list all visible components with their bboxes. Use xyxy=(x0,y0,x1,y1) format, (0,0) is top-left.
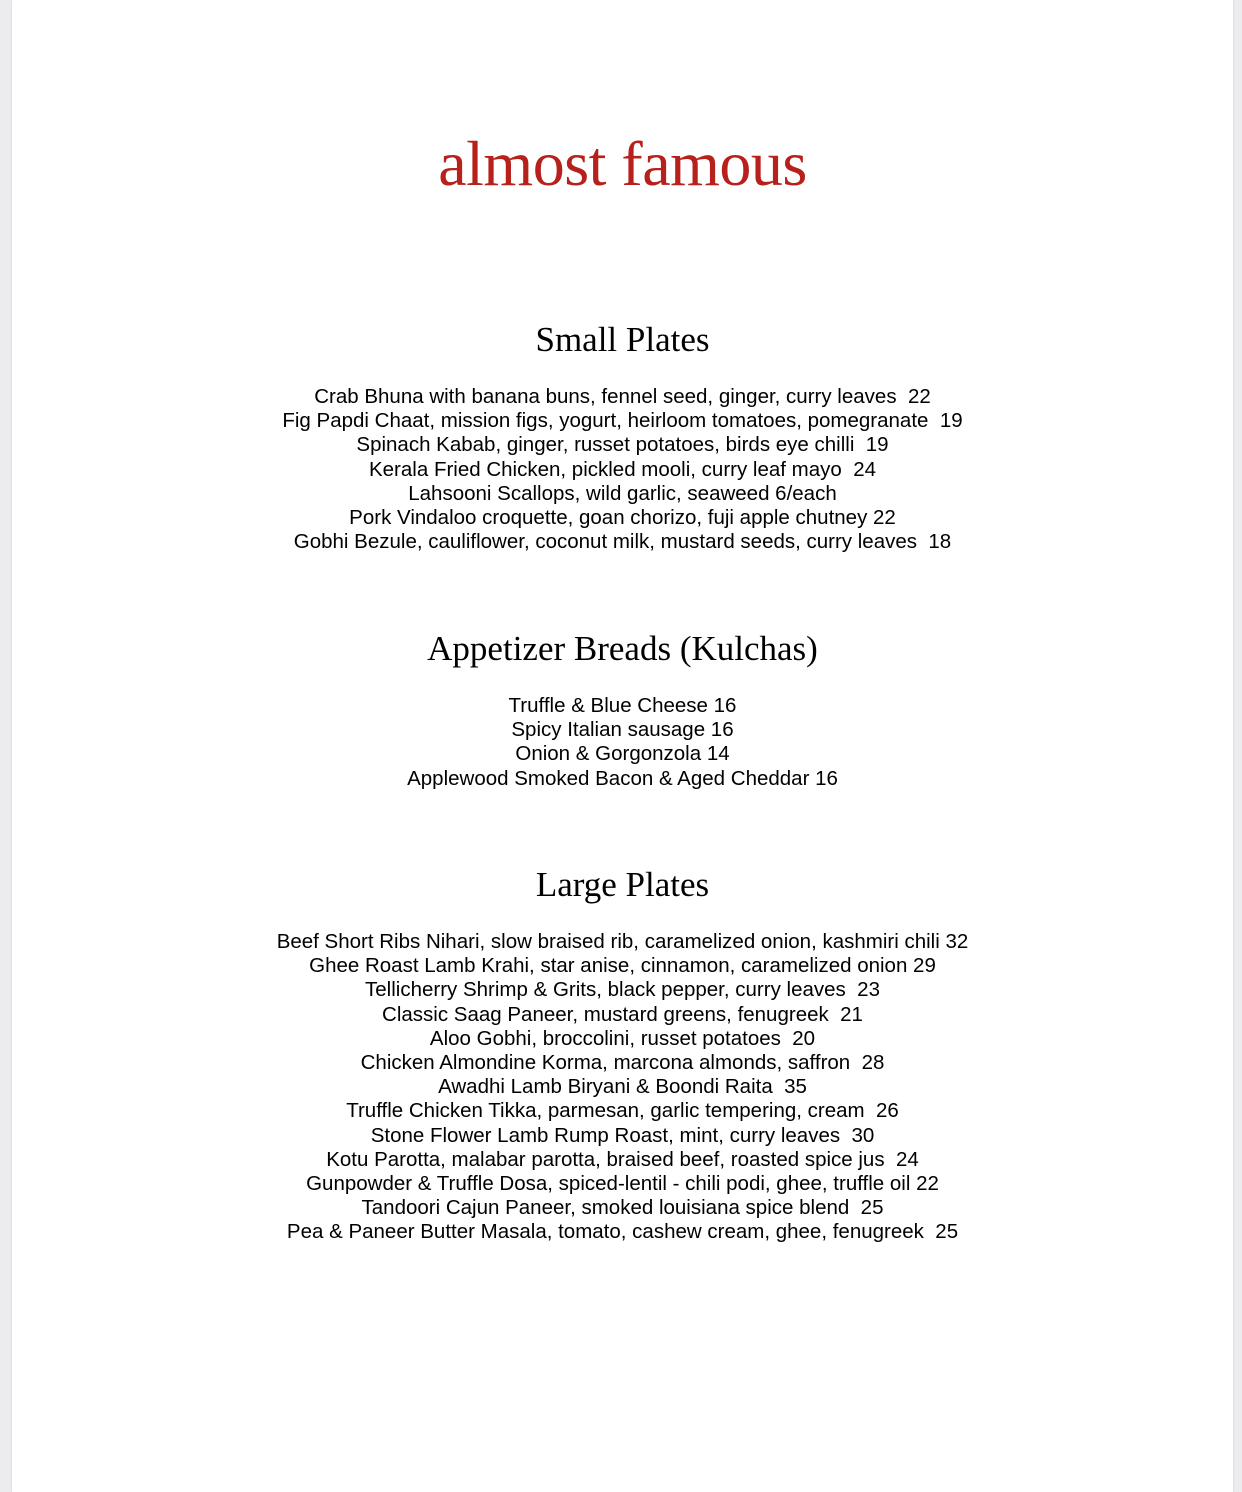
large-plates-list xyxy=(12,930,1233,1245)
menu-item-tandoori-cajun-paneer: Tandoori Cajun Paneer, smoked louisiana spice blend 25 xyxy=(361,1196,884,1220)
menu-item-spicy-italian-sausage: Spicy Italian sausage 16 xyxy=(511,718,734,742)
section-title-small-plates: Small Plates xyxy=(535,320,710,359)
menu-item-classic-saag-paneer: Classic Saag Paneer, mustard greens, fenugreek 21 xyxy=(382,1002,863,1026)
menu-item-pork-vindaloo-croquette: Pork Vindaloo croquette, goan chorizo, fuji apple chutney 22 xyxy=(349,506,896,530)
section-title-appetizer-breads: Appetizer Breads (Kulchas) xyxy=(427,629,818,668)
restaurant-title: almost famous xyxy=(438,128,807,199)
menu-item-pea-paneer-butter-masala: Pea & Paneer Butter Masala, tomato, cashew cream, ghee, fenugreek 25 xyxy=(286,1220,959,1244)
menu-item-stone-flower-lamb-rump: Stone Flower Lamb Rump Roast, mint, curry leaves 30 xyxy=(370,1123,875,1147)
menu-item-kotu-parotta: Kotu Parotta, malabar parotta, braised beef, roasted spice jus 24 xyxy=(326,1147,919,1171)
menu-item-tellicherry-shrimp-grits: Tellicherry Shrimp & Grits, black pepper, curry leaves 23 xyxy=(365,978,880,1002)
menu-item-ghee-roast-lamb-krahi: Ghee Roast Lamb Krahi, star anise, cinnamon, caramelized onion 29 xyxy=(309,954,936,978)
menu-item-gobhi-bezule: Gobhi Bezule, cauliflower, coconut milk, mustard seeds, curry leaves 18 xyxy=(293,530,952,554)
menu-item-applewood-bacon-cheddar: Applewood Smoked Bacon & Aged Cheddar 16 xyxy=(407,766,838,790)
menu-item-aloo-gobhi: Aloo Gobhi, broccolini, russet potatoes 20 xyxy=(429,1026,816,1050)
menu-item-kerala-fried-chicken: Kerala Fried Chicken, pickled mooli, curry leaf mayo 24 xyxy=(368,457,876,481)
menu-item-truffle-chicken-tikka: Truffle Chicken Tikka, parmesan, garlic tempering, cream 26 xyxy=(346,1099,899,1123)
section-title-large-plates: Large Plates xyxy=(535,865,710,904)
menu-item-crab-bhuna: Crab Bhuna with banana buns, fennel seed, ginger, curry leaves 22 xyxy=(314,385,931,408)
appetizer-breads-list xyxy=(12,694,1233,791)
menu-item-awadhi-lamb-biryani: Awadhi Lamb Biryani & Boondi Raita 35 xyxy=(438,1075,807,1099)
menu-item-lahsooni-scallops: Lahsooni Scallops, wild garlic, seaweed 6/each xyxy=(408,481,837,505)
menu-item-beef-short-ribs-nihari: Beef Short Ribs Nihari, slow braised rib, caramelized onion, kashmiri chili 32 xyxy=(276,930,969,953)
menu-item-truffle-blue-cheese: Truffle & Blue Cheese 16 xyxy=(508,694,737,717)
menu-item-spinach-kabab: Spinach Kabab, ginger, russet potatoes, birds eye chilli 19 xyxy=(356,433,889,457)
menu-item-gunpowder-truffle-dosa: Gunpowder & Truffle Dosa, spiced-lentil - chili podi, ghee, truffle oil 22 xyxy=(306,1172,939,1196)
menu-page xyxy=(12,0,1233,1492)
menu-item-fig-papdi-chaat: Fig Papdi Chaat, mission figs, yogurt, heirloom tomatoes, pomegranate 19 xyxy=(282,409,963,433)
menu-item-chicken-almondine-korma: Chicken Almondine Korma, marcona almonds, saffron 28 xyxy=(360,1051,885,1075)
small-plates-list xyxy=(12,385,1233,554)
menu-item-onion-gorgonzola: Onion & Gorgonzola 14 xyxy=(515,742,730,766)
